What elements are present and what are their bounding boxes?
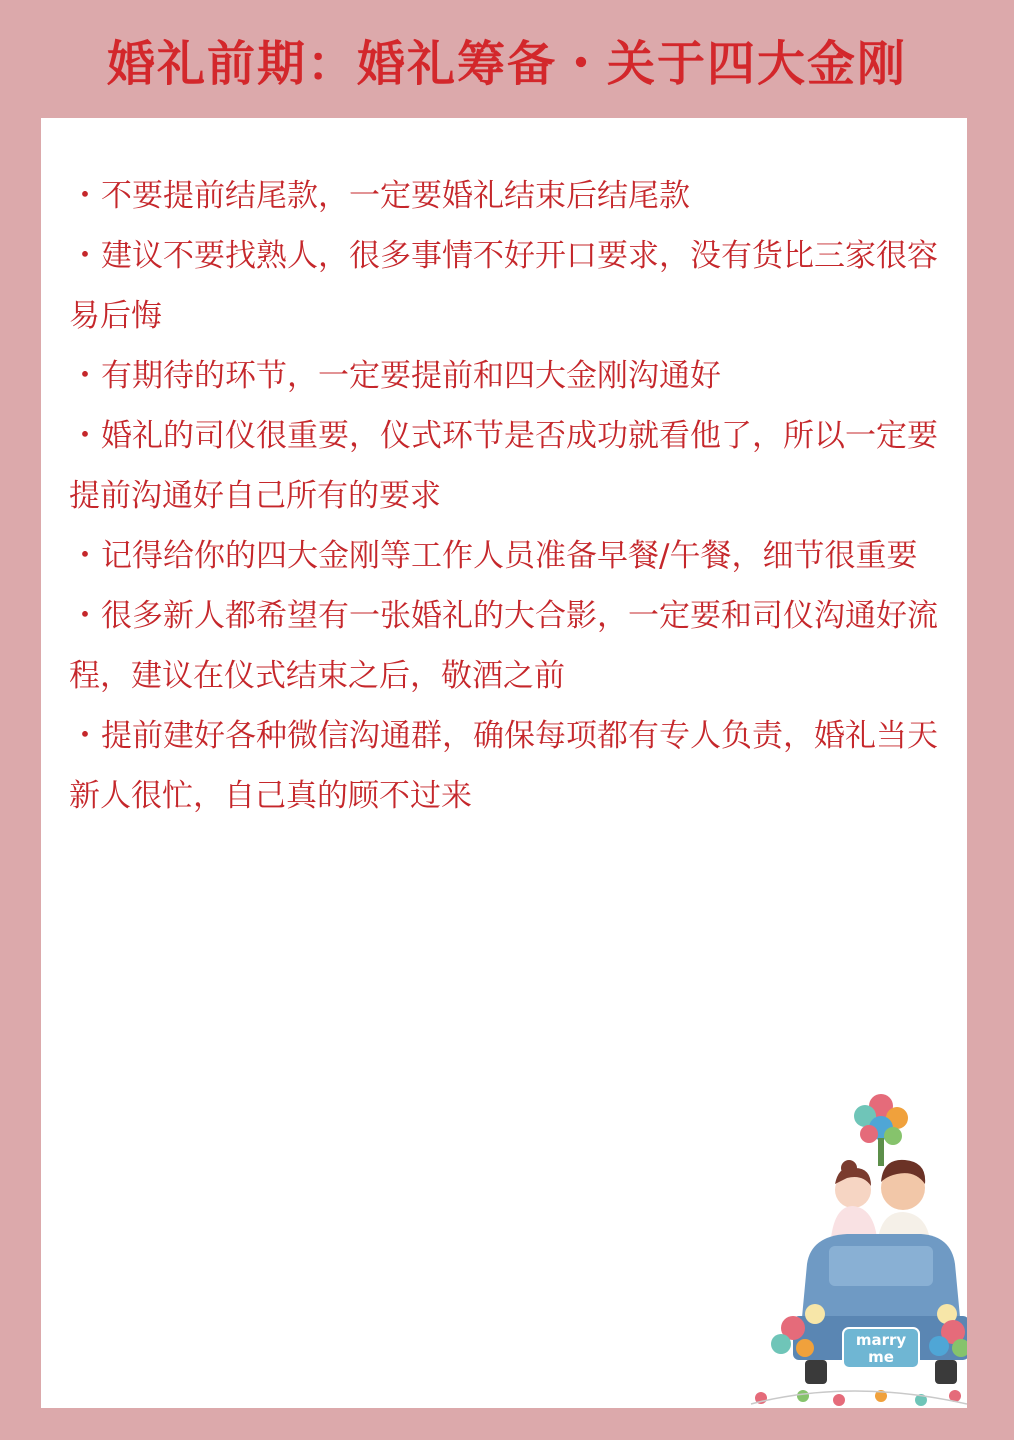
- wedding-car-icon: [731, 1078, 967, 1408]
- bullet-icon: ・: [69, 178, 101, 214]
- bullet-icon: ・: [69, 418, 101, 454]
- list-item: [69, 526, 941, 586]
- bouquet-icon: [854, 1094, 908, 1166]
- tip-text: 记得给你的四大金刚等工作人员准备早餐/午餐，细节很重要: [101, 538, 918, 574]
- bride-icon: [831, 1160, 877, 1238]
- list-item: [69, 346, 941, 406]
- list-item: [69, 226, 941, 346]
- bullet-icon: ・: [69, 358, 101, 394]
- plate-text-2: me: [868, 1348, 894, 1366]
- list-item: [69, 586, 941, 706]
- tip-text: 建议不要找熟人，很多事情不好开口要求，没有货比三家很容易后悔: [69, 238, 938, 334]
- list-item: [69, 166, 941, 226]
- content-card: [41, 118, 967, 1408]
- tip-text: 很多新人都希望有一张婚礼的大合影，一定要和司仪沟通好流程，建议在仪式结束之后，敬酒之前: [69, 598, 938, 694]
- tip-text: 有期待的环节，一定要提前和四大金刚沟通好: [101, 358, 721, 394]
- list-item: [69, 706, 941, 826]
- bullet-icon: ・: [69, 238, 101, 274]
- page-title: 婚礼前期：婚礼筹备・关于四大金刚: [106, 36, 907, 92]
- tip-text: 提前建好各种微信沟通群，确保每项都有专人负责，婚礼当天新人很忙，自己真的顾不过来: [69, 718, 938, 814]
- tip-text: 婚礼的司仪很重要，仪式环节是否成功就看他了，所以一定要提前沟通好自己所有的要求: [69, 418, 938, 514]
- bullet-icon: ・: [69, 718, 101, 754]
- bullet-icon: ・: [69, 538, 101, 574]
- bullet-icon: ・: [69, 598, 101, 634]
- tips-list: [69, 166, 941, 826]
- car-icon: [793, 1234, 967, 1384]
- plate-text-1: marry: [855, 1331, 907, 1349]
- list-item: [69, 406, 941, 526]
- tip-text: 不要提前结尾款，一定要婚礼结束后结尾款: [101, 178, 690, 214]
